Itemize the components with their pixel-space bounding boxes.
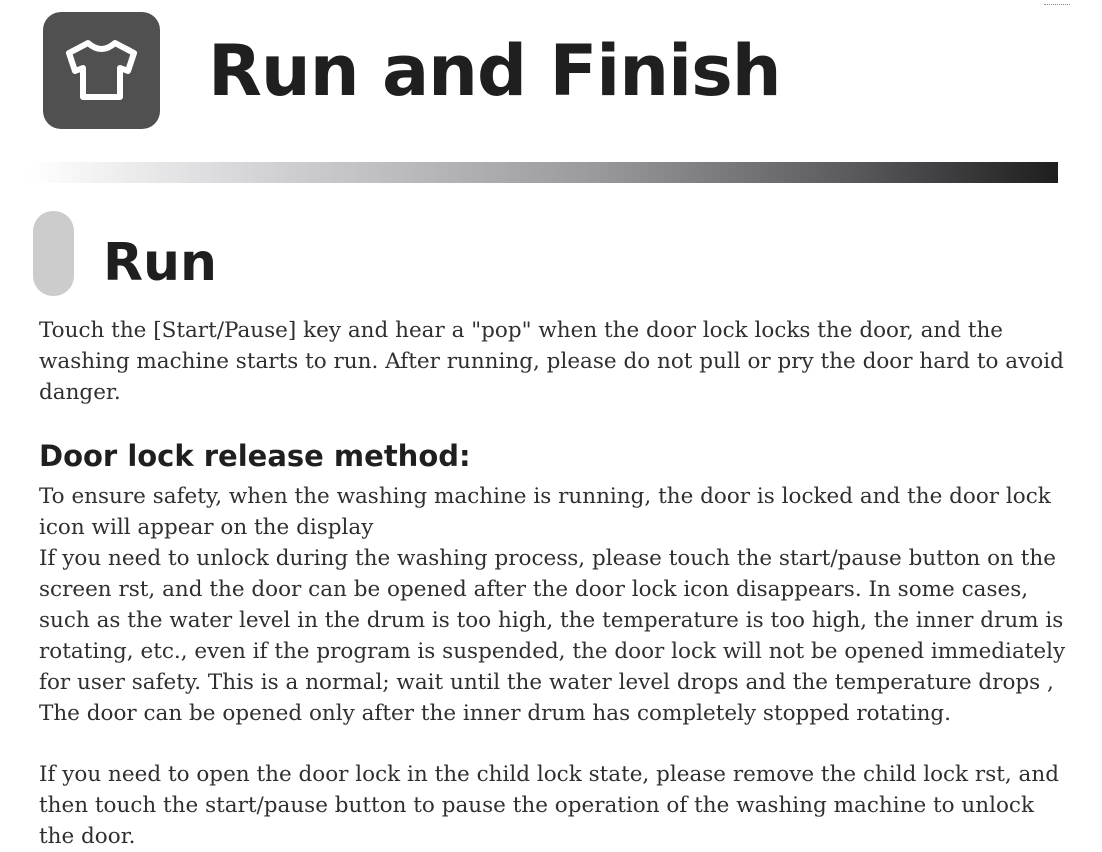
door-lock-paragraph-1: To ensure safety, when the washing machine is running, the door is locked and the door lock icon will appear on the display [39, 484, 1051, 540]
section-title: Run [103, 233, 218, 293]
title-divider-bar [28, 162, 1058, 183]
door-lock-paragraph-3: If you need to open the door lock in the child lock state, please remove the child lock rst, and then touch the start/pause button to pause the operation of the washing machine to unlock the door. [39, 762, 1059, 849]
logo-tile [43, 12, 160, 129]
section-marker [33, 211, 74, 296]
door-lock-paragraph-2: If you need to unlock during the washing process, please touch the start/pause button on the screen rst, and the door can be opened after the door lock icon disappears. In some cases, such as the water level in the drum is too high, the temperature is too high, the inner drum is rotating, etc., even if the program is suspended, the door lock will not be opened immediately for user safety. This is a normal; wait until the water level drops and the temperature drops , The door can be opened only after the inner drum has completely stopped rotating. [39, 546, 1066, 726]
door-lock-heading: Door lock release method: [39, 439, 471, 473]
page-header [0, 0, 1102, 150]
page-title: Run and Finish [208, 30, 781, 112]
corner-mark [1044, 0, 1070, 5]
tshirt-icon [63, 37, 140, 103]
run-paragraph: Touch the [Start/Pause] key and hear a "pop" when the door lock locks the door, and the washing machine starts to run. After running, please do not pull or pry the door hard to avoid danger. [39, 318, 1064, 405]
